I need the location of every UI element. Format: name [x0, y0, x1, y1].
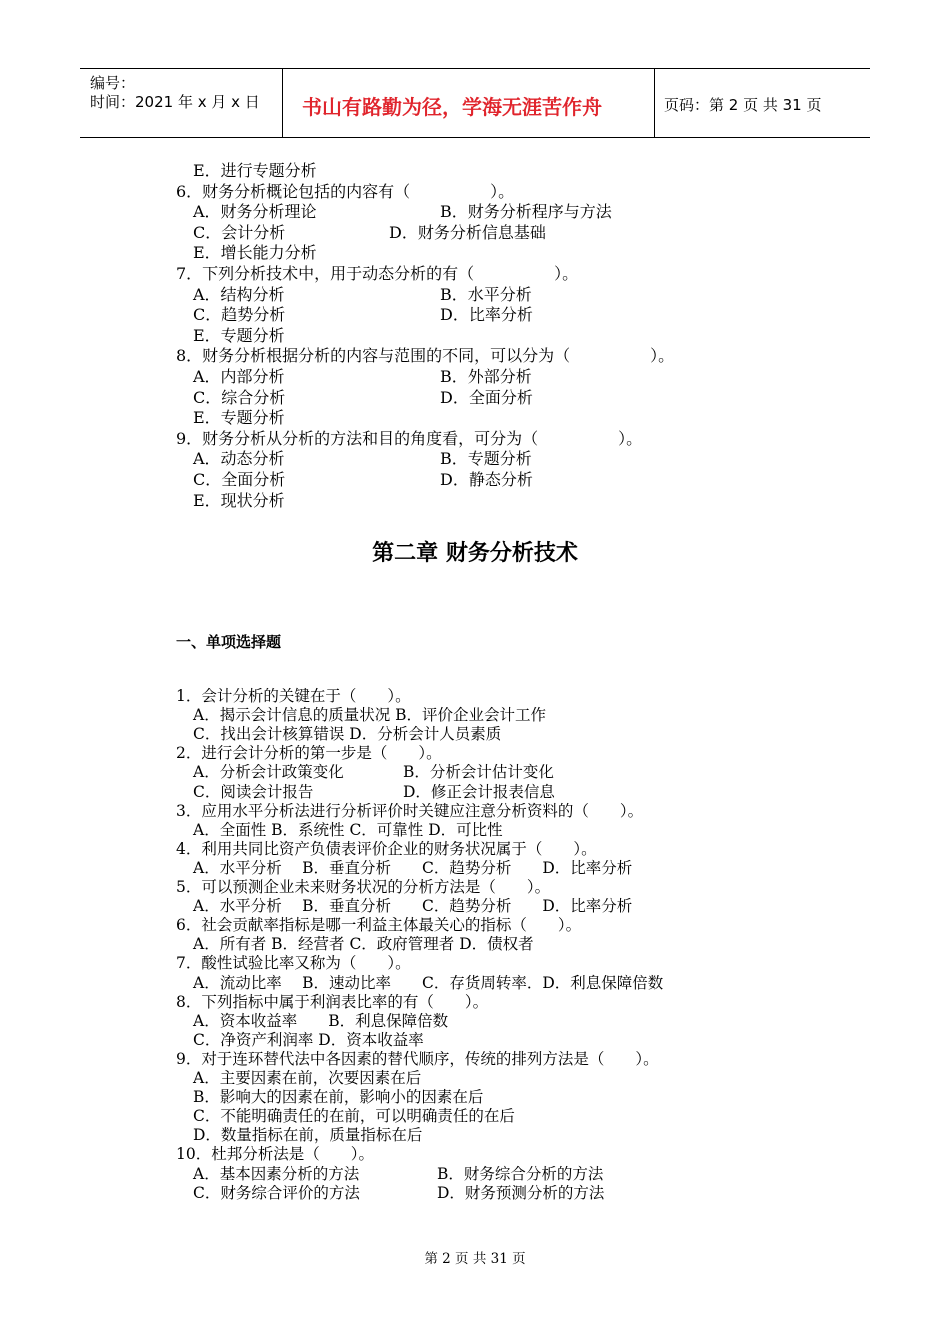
option-text: B．影响大的因素在前，影响小的因素在后 [193, 1088, 484, 1107]
option-text: A．基本因素分析的方法 [193, 1164, 360, 1183]
header-divider [654, 69, 655, 137]
question-text: 6．财务分析概论包括的内容有（ ）。 [176, 181, 515, 201]
option-text: B．外部分析 [440, 367, 532, 386]
option-text: E．进行专题分析 [193, 161, 317, 180]
question-text: 9．对于连环替代法中各因素的替代顺序，传统的排列方法是（ ）。 [176, 1049, 659, 1068]
option-text: A．所有者 B．经营者 C．政府管理者 D．债权者 [193, 935, 534, 954]
document-date: 时间：2021 年 x 月 x 日 [90, 93, 260, 111]
question-text: 9．财务分析从分析的方法和目的角度看，可分为（ ）。 [176, 428, 643, 448]
option-text: D．静态分析 [440, 470, 533, 489]
option-text: A．结构分析 [193, 284, 285, 304]
question-text: 7．酸性试验比率又称为（ ）。 [176, 954, 411, 973]
question-text: 8．财务分析根据分析的内容与范围的不同，可以分为（ ）。 [176, 346, 675, 366]
option-text: A．资本收益率 B．利息保障倍数 [193, 1011, 449, 1030]
option-text: C．会计分析 [193, 222, 286, 242]
option-text: A．主要因素在前，次要因素在后 [193, 1069, 422, 1087]
question-text: 3．应用水平分析法进行分析评价时关键应注意分析资料的（ ）。 [176, 801, 644, 820]
question-text: 6．社会贡献率指标是哪一利益主体最关心的指标（ ）。 [176, 916, 582, 935]
option-text: C．全面分析 [193, 470, 286, 489]
document-number-label: 编号： [90, 74, 136, 92]
option-text: C．综合分析 [193, 387, 286, 407]
option-text: A．财务分析理论 [193, 202, 317, 222]
option-text: B．水平分析 [440, 284, 532, 304]
option-text: C．净资产利润率 D．资本收益率 [193, 1030, 424, 1049]
page-header [80, 68, 870, 138]
option-text: A．水平分析 B．垂直分析 C．趋势分析 D．比率分析 [193, 858, 633, 877]
header-motto: 书山有路勤为径，学海无涯苦作舟 [302, 95, 602, 119]
option-text: D．全面分析 [440, 387, 533, 407]
question-text: 1．会计分析的关键在于（ ）。 [176, 687, 411, 705]
option-text: E．增长能力分析 [193, 243, 317, 263]
option-text: E．专题分析 [193, 408, 285, 428]
option-text: C．阅读会计报告 [193, 782, 314, 801]
option-text: A．水平分析 B．垂直分析 C．趋势分析 D．比率分析 [193, 897, 633, 916]
option-text: D．修正会计报表信息 [403, 782, 555, 801]
option-text: A．内部分析 [193, 367, 285, 386]
option-text: D．财务分析信息基础 [389, 222, 546, 242]
option-text: A．全面性 B．系统性 C．可靠性 D．可比性 [193, 820, 503, 839]
option-text: C．趋势分析 [193, 305, 286, 325]
option-text: A．揭示会计信息的质量状况 B．评价企业会计工作 [193, 706, 547, 725]
option-text: B．财务分析程序与方法 [440, 202, 612, 222]
option-text: D．财务预测分析的方法 [437, 1183, 605, 1202]
option-text: D．比率分析 [440, 305, 533, 325]
question-text: 8．下列指标中属于利润表比率的有（ ）。 [176, 992, 489, 1011]
option-text: C．财务综合评价的方法 [193, 1183, 360, 1202]
option-text: A．动态分析 [193, 449, 285, 469]
option-text: C．不能明确责任的在前，可以明确责任的在后 [193, 1107, 515, 1126]
option-text: D．数量指标在前，质量指标在后 [193, 1126, 423, 1145]
chapter-title: 第二章 财务分析技术 [372, 541, 578, 566]
page-footer: 第 2 页 共 31 页 [424, 1251, 526, 1267]
option-text: E．专题分析 [193, 325, 285, 345]
option-text: B．分析会计估计变化 [403, 763, 554, 782]
option-text: A．流动比率 B．速动比率 C．存货周转率．D．利息保障倍数 [193, 973, 664, 992]
option-text: C．找出会计核算错误 D．分析会计人员素质 [193, 725, 502, 744]
header-page-info: 页码：第 2 页 共 31 页 [664, 96, 822, 114]
question-text: 2．进行会计分析的第一步是（ ）。 [176, 744, 442, 763]
option-text: E．现状分析 [193, 490, 285, 510]
question-text: 7．下列分析技术中，用于动态分析的有（ ）。 [176, 264, 579, 283]
section-title: 一、单项选择题 [176, 633, 282, 651]
option-text: A．分析会计政策变化 [193, 763, 344, 782]
option-text: B．财务综合分析的方法 [437, 1164, 604, 1183]
question-text: 10．杜邦分析法是（ ）。 [176, 1145, 374, 1164]
question-text: 4．利用共同比资产负债表评价企业的财务状况属于（ ）。 [176, 839, 597, 858]
header-divider [282, 69, 283, 137]
option-text: B．专题分析 [440, 449, 532, 469]
question-text: 5．可以预测企业未来财务状况的分析方法是（ ）。 [176, 878, 551, 896]
